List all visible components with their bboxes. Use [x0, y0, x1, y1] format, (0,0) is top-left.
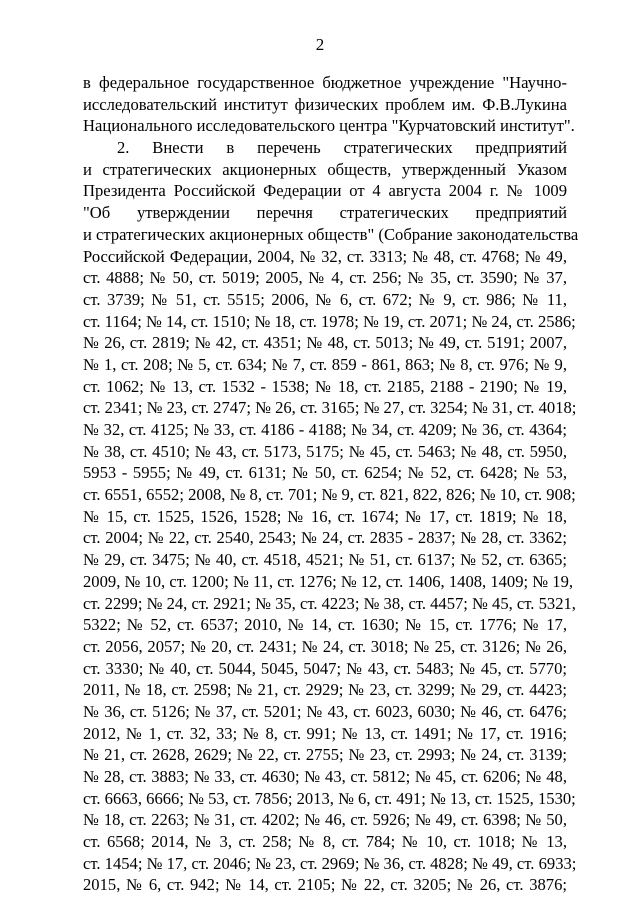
text-line: № 29, ст. 3475; № 40, ст. 4518, 4521; № 51, ст. 6137; № 52, ст. 6365; — [83, 550, 567, 570]
text-line: ст. 3739; № 51, ст. 5515; 2006, № 6, ст. 672; № 9, ст. 986; № 11, — [83, 289, 567, 309]
text-line: ст. 2056, 2057; № 20, ст. 2431; № 24, ст. 3018; № 25, ст. 3126; № 26, — [83, 636, 567, 656]
text-line: ст. 1164; № 14, ст. 1510; № 18, ст. 1978; № 19, ст. 2071; № 24, ст. 2586; — [83, 311, 576, 331]
text-line: ст. 2004; № 22, ст. 2540, 2543; № 24, ст. 2835 - 2837; № 28, ст. 3362; — [83, 528, 567, 548]
text-line: 5953 - 5955; № 49, ст. 6131; № 50, ст. 6254; № 52, ст. 6428; № 53, — [83, 463, 567, 483]
text-line: Национального исследовательского центра "Курчатовский институт". — [83, 116, 575, 136]
text-line: № 15, ст. 1525, 1526, 1528; № 16, ст. 1674; № 17, ст. 1819; № 18, — [83, 506, 567, 526]
text-line: исследовательский институт физических проблем им. Ф.В.Лукина — [83, 94, 567, 114]
text-line: ст. 4888; № 50, ст. 5019; 2005, № 4, ст. 256; № 35, ст. 3590; № 37, — [83, 268, 567, 288]
text-line: 2012, № 1, ст. 32, 33; № 8, ст. 991; № 13, ст. 1491; № 17, ст. 1916; — [83, 723, 567, 743]
document-body — [83, 72, 579, 896]
text-line: 2. Внести в перечень стратегических предприятий — [117, 138, 567, 158]
text-line: и стратегических акционерных обществ" (Собрание законодательства — [83, 224, 579, 244]
text-line: № 21, ст. 2628, 2629; № 22, ст. 2755; № 23, ст. 2993; № 24, ст. 3139; — [83, 745, 567, 765]
text-line: 2015, № 6, ст. 942; № 14, ст. 2105; № 22, ст. 3205; № 26, ст. 3876; — [83, 875, 567, 895]
page-number: 2 — [315, 35, 325, 54]
text-line: ст. 2341; № 23, ст. 2747; № 26, ст. 3165; № 27, ст. 3254; № 31, ст. 4018; — [83, 398, 577, 418]
text-line: № 32, ст. 4125; № 33, ст. 4186 - 4188; № 34, ст. 4209; № 36, ст. 4364; — [83, 420, 567, 439]
text-line: 2009, № 10, ст. 1200; № 11, ст. 1276; № 12, ст. 1406, 1408, 1409; № 19, — [83, 571, 574, 591]
text-line: № 36, ст. 5126; № 37, ст. 5201; № 43, ст. 6023, 6030; № 46, ст. 6476; — [83, 701, 567, 721]
text-line: ст. 6551, 6552; 2008, № 8, ст. 701; № 9, ст. 821, 822, 826; № 10, ст. 908; — [83, 485, 576, 505]
text-line: ст. 2299; № 24, ст. 2921; № 35, ст. 4223; № 38, ст. 4457; № 45, ст. 5321, — [83, 593, 576, 613]
text-line: ст. 1062; № 13, ст. 1532 - 1538; № 18, ст. 2185, 2188 - 2190; № 19, — [83, 376, 567, 396]
text-line: в федеральное государственное бюджетное учреждение "Научно- — [83, 73, 567, 92]
text-line: Российской Федерации, 2004, № 32, ст. 3313; № 48, ст. 4768; № 49, — [83, 246, 567, 266]
text-line: № 28, ст. 3883; № 33, ст. 4630; № 43, ст. 5812; № 45, ст. 6206; № 48, — [83, 767, 567, 786]
text-line: ст. 3330; № 40, ст. 5044, 5045, 5047; № 43, ст. 5483; № 45, ст. 5770; — [83, 658, 567, 678]
text-line: № 1, ст. 208; № 5, ст. 634; № 7, ст. 859 - 861, 863; № 8, ст. 976; № 9, — [83, 354, 567, 374]
text-line: № 38, ст. 4510; № 43, ст. 5173, 5175; № 45, ст. 5463; № 48, ст. 5950, — [83, 441, 567, 461]
text-line: ст. 6663, 6666; № 53, ст. 7856; 2013, № 6, ст. 491; № 13, ст. 1525, 1530; — [83, 788, 576, 808]
text-line: "Об утверждении перечня стратегических предприятий — [83, 203, 567, 223]
text-line: ст. 1454; № 17, ст. 2046; № 23, ст. 2969; № 36, ст. 4828; № 49, ст. 6933; — [83, 853, 577, 873]
text-line: № 18, ст. 2263; № 31, ст. 4202; № 46, ст. 5926; № 49, ст. 6398; № 50, — [83, 810, 567, 830]
text-line: № 26, ст. 2819; № 42, ст. 4351; № 48, ст. 5013; № 49, ст. 5191; 2007, — [83, 333, 567, 353]
text-line: ст. 6568; 2014, № 3, ст. 258; № 8, ст. 784; № 10, ст. 1018; № 13, — [83, 832, 567, 852]
text-line: и стратегических акционерных обществ, утвержденный Указом — [83, 159, 567, 179]
text-line: Президента Российской Федерации от 4 августа 2004 г. № 1009 — [83, 181, 567, 201]
text-line: 2011, № 18, ст. 2598; № 21, ст. 2929; № 23, ст. 3299; № 29, ст. 4423; — [83, 680, 567, 700]
text-line: 5322; № 52, ст. 6537; 2010, № 14, ст. 1630; № 15, ст. 1776; № 17, — [83, 615, 567, 635]
